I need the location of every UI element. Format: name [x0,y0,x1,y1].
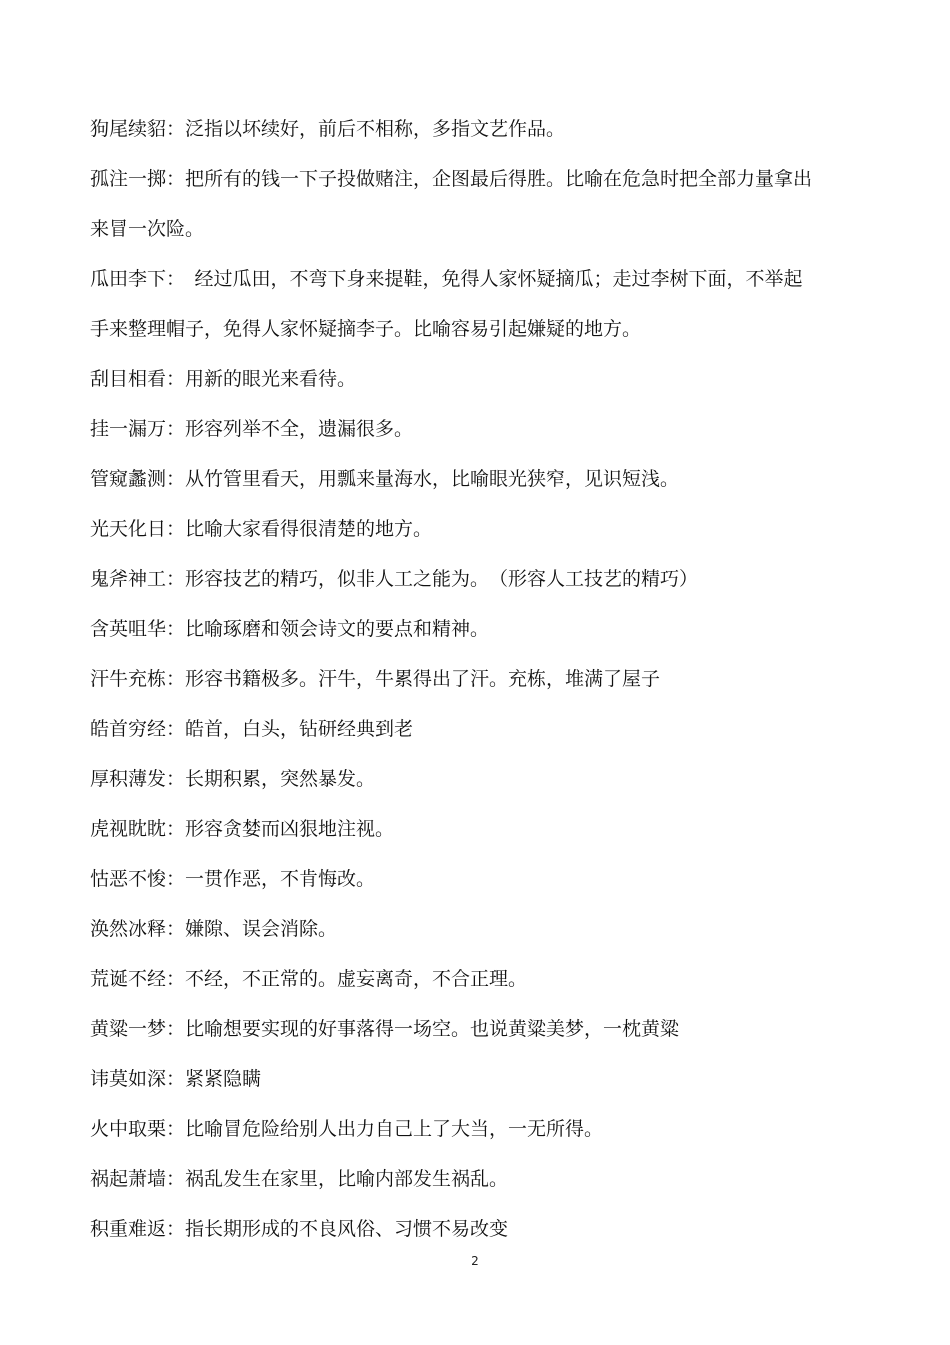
idiom-entry: 厚积薄发：长期积累，突然暴发。 [90,768,376,790]
idiom-list [90,104,820,1254]
idiom-entry: 挂一漏万：形容列举不全，遗漏很多。 [90,418,414,440]
idiom-entry: 狗尾续貂：泛指以坏续好，前后不相称，多指文艺作品。 [90,118,566,140]
idiom-entry: 鬼斧神工：形容技艺的精巧，似非人工之能为。 （形容人工技艺的精巧） [90,568,699,590]
idiom-entry: 怙恶不悛：一贯作恶，不肯悔改。 [90,868,376,890]
idiom-entry: 光天化日：比喻大家看得很清楚的地方。 [90,518,433,540]
idiom-entry: 瓜田李下： 经过瓜田，不弯下身来提鞋，免得人家怀疑摘瓜；走过李树下面，不举起手来整理帽子，免得人家怀疑摘李子。比喻容易引起嫌疑的地方。 [90,268,803,340]
idiom-entry: 汗牛充栋：形容书籍极多。汗牛，牛累得出了汗。充栋，堆满了屋子 [90,668,661,690]
idiom-entry: 皓首穷经：皓首，白头，钻研经典到老 [90,718,414,740]
idiom-entry: 荒诞不经：不经，不正常的。虚妄离奇，不合正理。 [90,968,528,990]
idiom-entry: 含英咀华：比喻琢磨和领会诗文的要点和精神。 [90,618,490,640]
idiom-entry: 管窥蠡测：从竹管里看天，用瓢来量海水，比喻眼光狭窄，见识短浅。 [90,468,680,490]
idiom-entry: 祸起萧墙：祸乱发生在家里，比喻内部发生祸乱。 [90,1168,509,1190]
idiom-entry: 积重难返：指长期形成的不良风俗、习惯不易改变 [90,1218,509,1240]
idiom-entry: 涣然冰释：嫌隙、误会消除。 [90,918,338,940]
idiom-entry: 刮目相看：用新的眼光来看待。 [90,368,357,390]
idiom-entry: 黄粱一梦：比喻想要实现的好事落得一场空。也说黄粱美梦，一枕黄粱 [90,1018,680,1040]
idiom-entry: 火中取栗：比喻冒危险给别人出力自己上了大当，一无所得。 [90,1118,604,1140]
idiom-entry: 讳莫如深：紧紧隐瞒 [90,1068,262,1090]
idiom-entry: 虎视眈眈：形容贪婪而凶狠地注视。 [90,818,395,840]
page-number: 2 [471,1254,479,1268]
idiom-entry: 孤注一掷：把所有的钱一下子投做赌注，企图最后得胜。比喻在危急时把全部力量拿出来冒一次险。 [90,168,813,240]
